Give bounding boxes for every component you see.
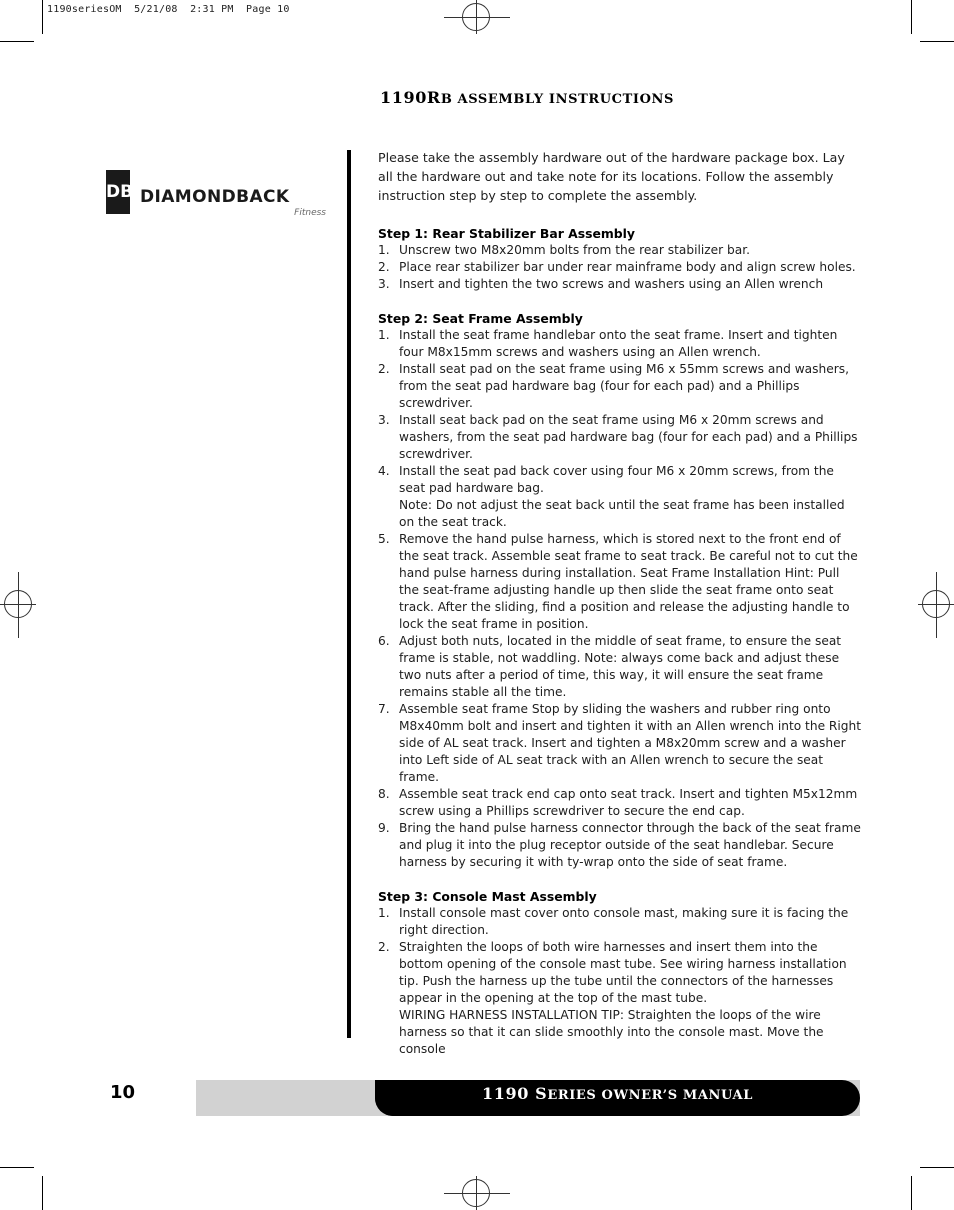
step-item [378, 276, 862, 293]
step-item-number: 9. [378, 821, 390, 835]
step-item [378, 633, 862, 701]
step-item-text: Install console mast cover onto console mast, making sure it is facing the right direction. [399, 906, 849, 937]
step-item [378, 701, 862, 786]
step-item-text: Install the seat frame handlebar onto the seat frame. Insert and tighten four M8x15mm screws and washers using an Allen wrench. [399, 328, 838, 359]
step-item [378, 259, 862, 276]
footer-title [375, 1080, 860, 1116]
assembly-step [378, 225, 862, 293]
diamondback-logo-icon: DB [106, 170, 130, 214]
page-title [380, 88, 674, 107]
step-item-text: Assemble seat frame Stop by sliding the washers and rubber ring onto M8x40mm bolt and insert and tighten it with an Allen wrench into the Right side of AL seat track. Insert and tighten a M8x20mm screw and a washer into Left side of AL seat track with an Allen wrench to secure the seat frame. [399, 702, 862, 784]
footer-title-rest: ERIES OWNER’S MANUAL [547, 1088, 753, 1103]
step-item-number: 5. [378, 532, 390, 546]
step-item-text: Unscrew two M8x20mm bolts from the rear stabilizer bar. [399, 243, 750, 257]
intro-paragraph: Please take the assembly hardware out of the hardware package box. Lay all the hardware out and take note for its locations. Follow the assembly instruction step by step to complete the assembly. [378, 150, 845, 203]
diamondback-logo [106, 170, 328, 222]
step-item-text: Straighten the loops of both wire harnesses and insert them into the bottom opening of the console mast tube. See wiring harness installation tip. Push the harness up the tube until the connectors of the harnesses appear in the opening at the top of the mast tube. [399, 940, 847, 1005]
print-slug: 1190seriesOM 5/21/08 2:31 PM Page 10 [47, 4, 290, 15]
step-item-text: Place rear stabilizer bar under rear mainframe body and align screw holes. [399, 260, 856, 274]
step-item [378, 786, 862, 820]
step-item [378, 939, 862, 1007]
step-item-number: 4. [378, 464, 390, 478]
step-item-text: Install seat back pad on the seat frame using M6 x 20mm screws and washers, from the seat pad hardware bag (four for each pad) and a Phillips screwdriver. [399, 413, 858, 461]
step-item-number: 8. [378, 787, 390, 801]
step-item [378, 412, 862, 463]
step-item-number: 6. [378, 634, 390, 648]
step-item [378, 327, 862, 361]
step-item-number: 2. [378, 940, 390, 954]
step-item [378, 820, 862, 871]
assembly-step [378, 888, 862, 1058]
step-item-text: WIRING HARNESS INSTALLATION TIP: Straighten the loops of the wire harness so that it can slide smoothly into the console mast. Move the console [399, 1008, 824, 1056]
step-item-text: Remove the hand pulse harness, which is stored next to the front end of the seat track. Assemble seat frame to seat track. Be careful not to cut the hand pulse harness during installation. Seat Frame Installation Hint: Pull the seat-frame adjusting handle up then slide the seat frame onto seat track. After the sliding, find a position and release the adjusting handle to lock the seat frame in position. [399, 532, 858, 631]
step-item-number: 7. [378, 702, 390, 716]
step-item-number: 2. [378, 362, 390, 376]
footer-title-lead: 1190 S [482, 1084, 548, 1103]
step-title: Step 1: Rear Stabilizer Bar Assembly [378, 226, 635, 241]
step-title: Step 2: Seat Frame Assembly [378, 311, 583, 326]
step-item-number: 1. [378, 243, 390, 257]
page-title-lead: 1190R [380, 88, 441, 107]
page-title-rest: B ASSEMBLY INSTRUCTIONS [440, 92, 674, 107]
instructions-body [378, 148, 862, 1075]
step-item-text: Install the seat pad back cover using four M6 x 20mm screws, from the seat pad hardware bag. [399, 464, 834, 495]
step-item-number: 1. [378, 906, 390, 920]
assembly-step [378, 310, 862, 871]
step-item-number: 3. [378, 277, 390, 291]
step-item [378, 242, 862, 259]
steps-list [378, 225, 862, 1058]
step-item-number: 2. [378, 260, 390, 274]
step-item-text: Note: Do not adjust the seat back until the seat frame has been installed on the seat track. [399, 498, 845, 529]
step-item-text: Bring the hand pulse harness connector through the back of the seat frame and plug it into the plug receptor outside of the seat handlebar. Secure harness by securing it with ty-wrap onto the side of seat frame. [399, 821, 861, 869]
step-item [378, 463, 862, 497]
step-item-number: 1. [378, 328, 390, 342]
step-item-text: Install seat pad on the seat frame using M6 x 55mm screws and washers, from the seat pad hardware bag (four for each pad) and a Phillips screwdriver. [399, 362, 849, 410]
step-item [378, 905, 862, 939]
step-item-number: 3. [378, 413, 390, 427]
step-note [378, 497, 862, 531]
step-item-text: Adjust both nuts, located in the middle of seat frame, to ensure the seat frame is stable, not waddling. Note: always come back and adjust these two nuts after a period of time, this way, it will ensure the seat frame remains stable all the time. [399, 634, 842, 699]
step-note [378, 1007, 862, 1058]
logo-brand-text: DIAMONDBACK [140, 187, 290, 207]
step-item-text: Assemble seat track end cap onto seat track. Insert and tighten M5x12mm screw using a Phillips screwdriver to secure the end cap. [399, 787, 858, 818]
vertical-divider [347, 150, 351, 1038]
step-item [378, 531, 862, 633]
page-number: 10 [110, 1082, 136, 1103]
step-title: Step 3: Console Mast Assembly [378, 889, 597, 904]
step-item-text: Insert and tighten the two screws and washers using an Allen wrench [399, 277, 824, 291]
step-item [378, 361, 862, 412]
logo-sub-text: Fitness [294, 208, 326, 218]
